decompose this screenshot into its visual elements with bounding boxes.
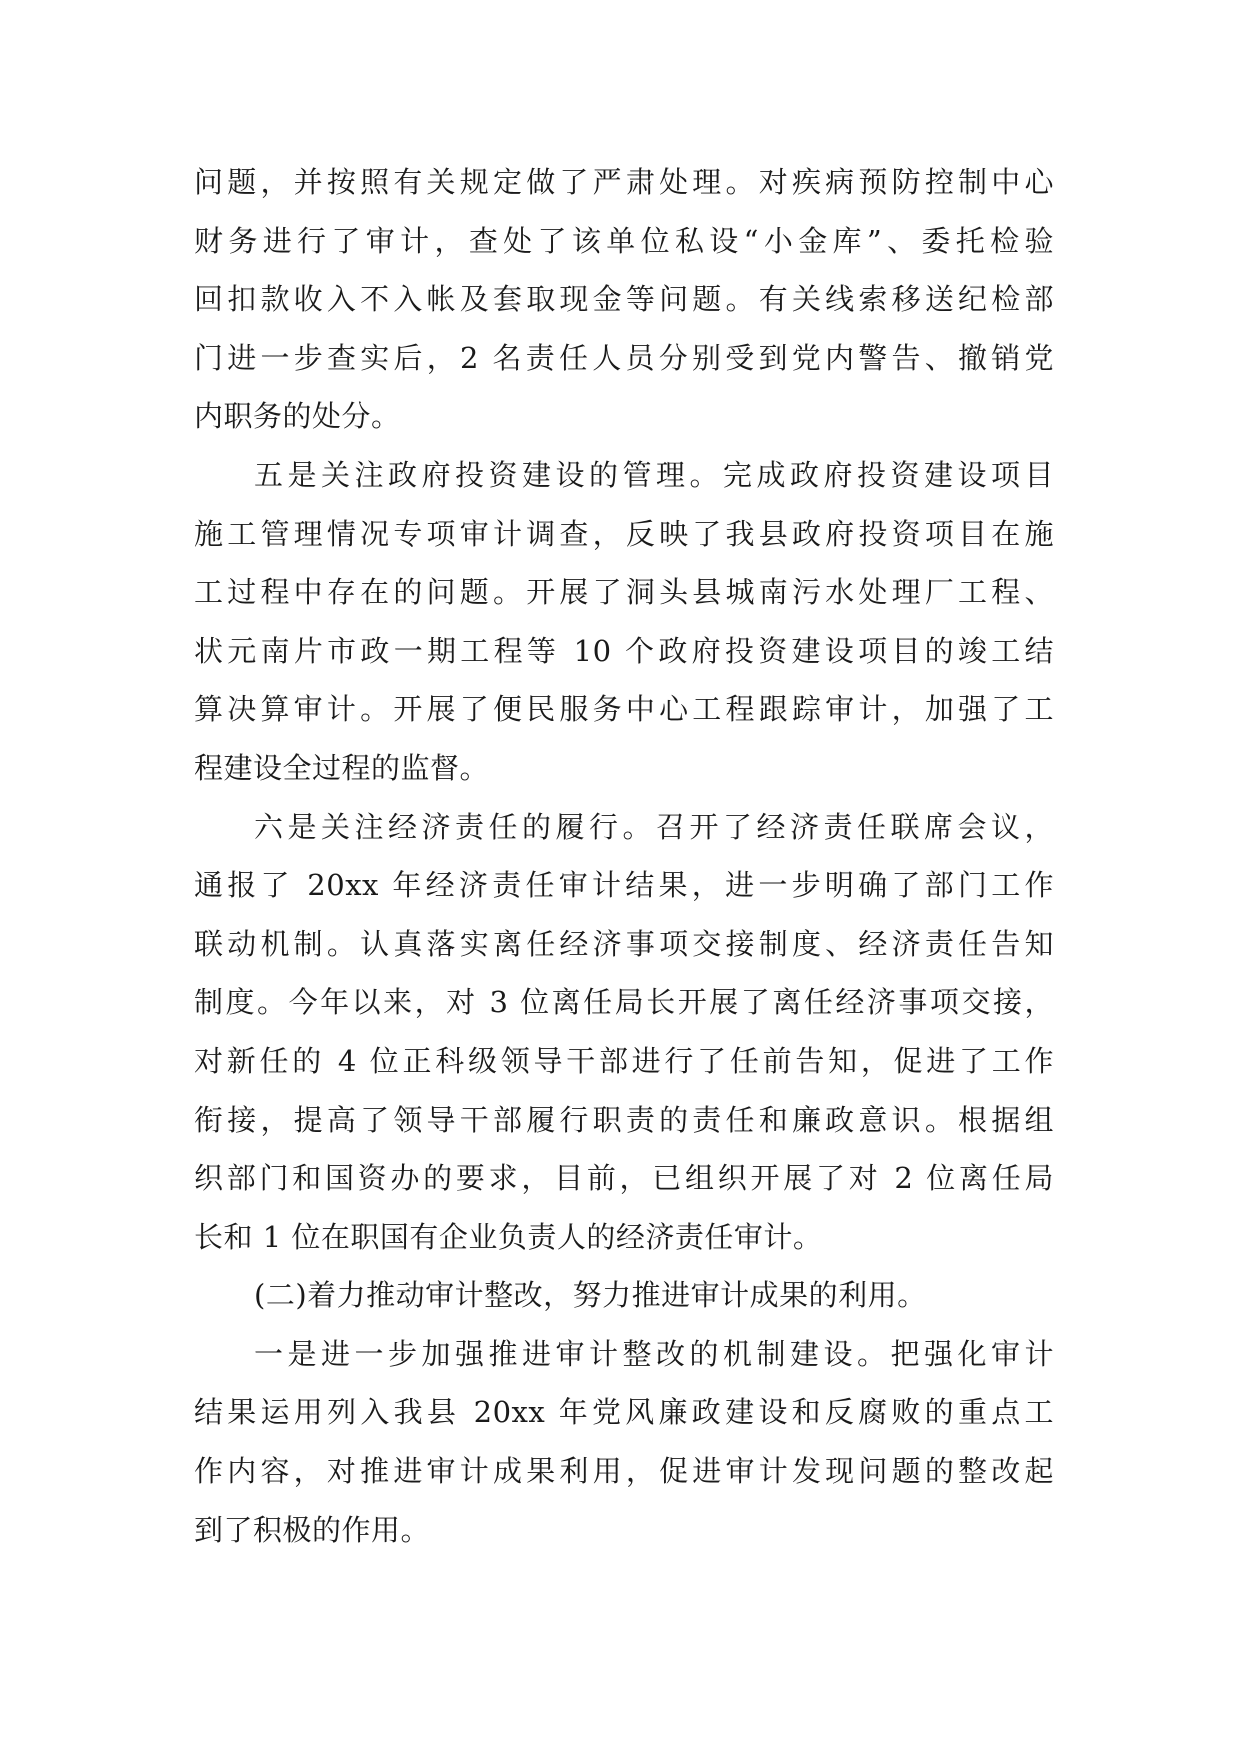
section-heading: (二)着力推动审计整改，努力推进审计成果的利用。 xyxy=(254,1278,927,1313)
paragraph-start-line: 六是关注经济责任的履行。召开了经济责任联席会议， xyxy=(254,809,1054,844)
text-line: 通报了 20xx 年经济责任审计结果，进一步明确了部门工作 xyxy=(194,868,1054,903)
text-line: 回扣款收入不入帐及套取现金等问题。有关线索移送纪检部 xyxy=(194,282,1054,317)
text-line: 织部门和国资办的要求，目前，已组织开展了对 2 位离任局 xyxy=(194,1161,1054,1196)
document-body xyxy=(194,153,1054,1559)
text-line: 到了积极的作用。 xyxy=(194,1512,431,1547)
text-line: 工过程中存在的问题。开展了洞头县城南污水处理厂工程、 xyxy=(194,575,1054,610)
text-line: 算决算审计。开展了便民服务中心工程跟踪审计，加强了工 xyxy=(194,692,1054,727)
text-line: 门进一步查实后，2 名责任人员分别受到党内警告、撤销党 xyxy=(194,340,1054,375)
text-line: 结果运用列入我县 20xx 年党风廉政建设和反腐败的重点工 xyxy=(194,1395,1054,1430)
text-line: 状元南片市政一期工程等 10 个政府投资建设项目的竣工结 xyxy=(194,633,1054,668)
text-line: 衔接，提高了领导干部履行职责的责任和廉政意识。根据组 xyxy=(194,1102,1054,1137)
text-line: 施工管理情况专项审计调查，反映了我县政府投资项目在施 xyxy=(194,516,1054,551)
text-line: 问题，并按照有关规定做了严肃处理。对疾病预防控制中心 xyxy=(194,165,1054,199)
text-line: 对新任的 4 位正科级领导干部进行了任前告知，促进了工作 xyxy=(194,1043,1054,1078)
text-line: 作内容，对推进审计成果利用，促进审计发现问题的整改起 xyxy=(194,1454,1054,1489)
text-line: 联动机制。认真落实离任经济事项交接制度、经济责任告知 xyxy=(194,926,1054,961)
paragraph-start-line: 一是进一步加强推进审计整改的机制建设。把强化审计 xyxy=(254,1336,1054,1371)
paragraph-start-line: 五是关注政府投资建设的管理。完成政府投资建设项目 xyxy=(254,457,1054,492)
text-line: 制度。今年以来，对 3 位离任局长开展了离任经济事项交接， xyxy=(194,985,1054,1020)
text-line: 财务进行了审计，查处了该单位私设“小金库”、委托检验 xyxy=(194,223,1054,258)
text-line: 内职务的处分。 xyxy=(194,399,401,434)
text-line: 程建设全过程的监督。 xyxy=(194,750,490,785)
text-line: 长和 1 位在职国有企业负责人的经济责任审计。 xyxy=(194,1219,823,1254)
